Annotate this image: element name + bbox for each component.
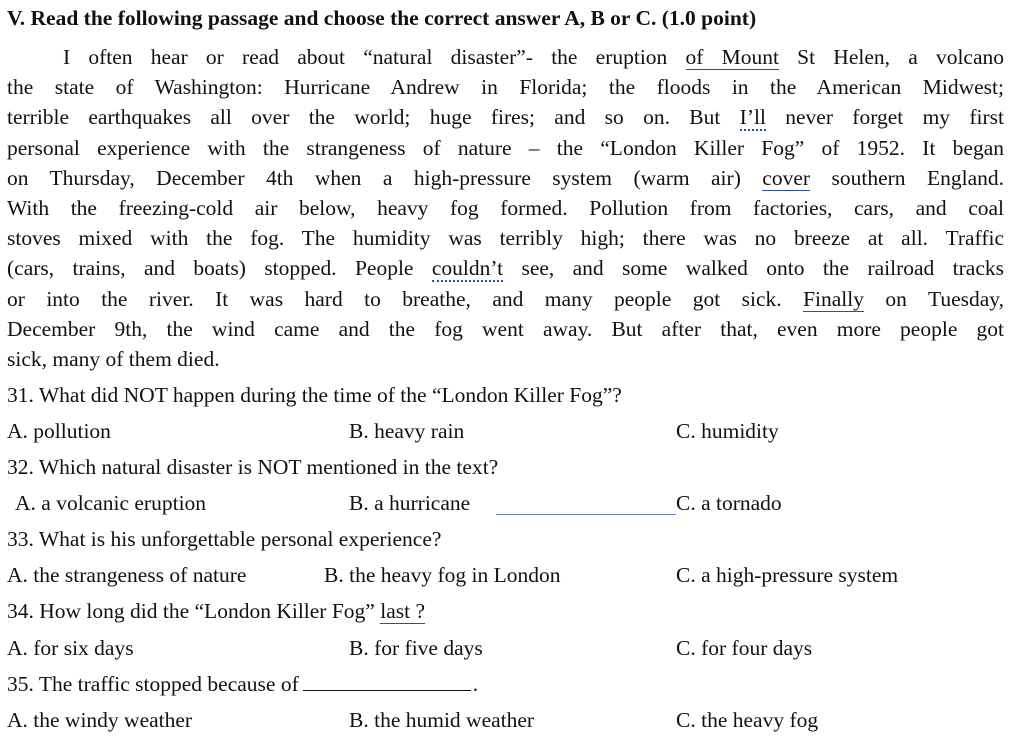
- passage-line-8: (cars, trains, and boats) stopped. People couldn’t see, and some walked onto the railroad tracks: [7, 256, 1005, 281]
- passage-line-9: or into the river. It was hard to breathe, and many people got sick. Finally on Tuesday,: [7, 286, 1004, 311]
- underlined-word: couldn’t: [431, 256, 504, 281]
- q33-option-c[interactable]: C. a high-pressure system: [676, 563, 899, 587]
- underlined-word: cover: [762, 165, 811, 190]
- q31-option-c[interactable]: C. humidity: [676, 419, 779, 443]
- hurricane-word: hurricane: [389, 491, 471, 515]
- underlined-word: Finally: [803, 286, 864, 311]
- q35-option-a[interactable]: A. the windy weather: [7, 708, 193, 732]
- q32-option-b[interactable]: B. a hurricane: [349, 491, 471, 515]
- q32-option-a[interactable]: A. a volcanic eruption: [15, 491, 207, 515]
- answer-blank[interactable]: [303, 672, 471, 691]
- q33-option-a[interactable]: A. the strangeness of nature: [7, 563, 247, 587]
- q31-option-a[interactable]: A. pollution: [7, 419, 111, 443]
- passage-line-2: the state of Washington: Hurricane Andrew in Florida; the floods in the American Midwest;: [7, 75, 1004, 100]
- question-35: 35. The traffic stopped because of .: [7, 672, 479, 696]
- underlined-word: last ?: [380, 599, 425, 623]
- question-32: 32. Which natural disaster is NOT mentioned in the text?: [7, 455, 499, 479]
- passage-line-4: personal experience with the strangeness of nature – the “London Killer Fog” of 1952. It began: [7, 135, 1004, 160]
- q34-option-b[interactable]: B. for five days: [349, 636, 483, 660]
- q35-option-c[interactable]: C. the heavy fog: [676, 708, 819, 732]
- reading-passage: [7, 42, 1004, 374]
- question-34: 34. How long did the “London Killer Fog” last ?: [7, 599, 425, 623]
- question-33: 33. What is his unforgettable personal experience?: [7, 527, 442, 551]
- q33-option-b[interactable]: B. the heavy fog in London: [324, 563, 561, 587]
- underlined-phrase: of Mount: [685, 45, 779, 69]
- q32-option-c[interactable]: C. a tornado: [676, 491, 782, 515]
- passage-line-7: stoves mixed with the fog. The humidity was terribly high; there was no breeze at all. Traffic: [7, 226, 1004, 251]
- passage-line-1: I often hear or read about “natural disaster”- the eruption of Mount St Helen, a volcano: [63, 45, 1005, 69]
- underlined-word: I’ll: [739, 105, 766, 130]
- q35-option-b[interactable]: B. the humid weather: [349, 708, 535, 732]
- passage-line-5: on Thursday, December 4th when a high-pressure system (warm air) cover southern England.: [7, 165, 1004, 190]
- section-heading: V. Read the following passage and choose the correct answer A, B or C. (1.0 point): [7, 6, 757, 30]
- underline-rule: [496, 514, 676, 515]
- passage-line-10: December 9th, the wind came and the fog went away. But after that, even more people got: [7, 316, 1004, 341]
- question-31: 31. What did NOT happen during the time of the “London Killer Fog”?: [7, 383, 622, 407]
- q34-option-c[interactable]: C. for four days: [676, 636, 813, 660]
- passage-line-11: sick, many of them died.: [7, 346, 220, 371]
- passage-line-6: With the freezing-cold air below, heavy fog formed. Pollution from factories, cars, and coal: [7, 195, 1004, 220]
- q34-option-a[interactable]: A. for six days: [7, 636, 134, 660]
- passage-line-3: terrible earthquakes all over the world; huge fires; and so on. But I’ll never forget my first: [7, 105, 1004, 130]
- q31-option-b[interactable]: B. heavy rain: [349, 419, 465, 443]
